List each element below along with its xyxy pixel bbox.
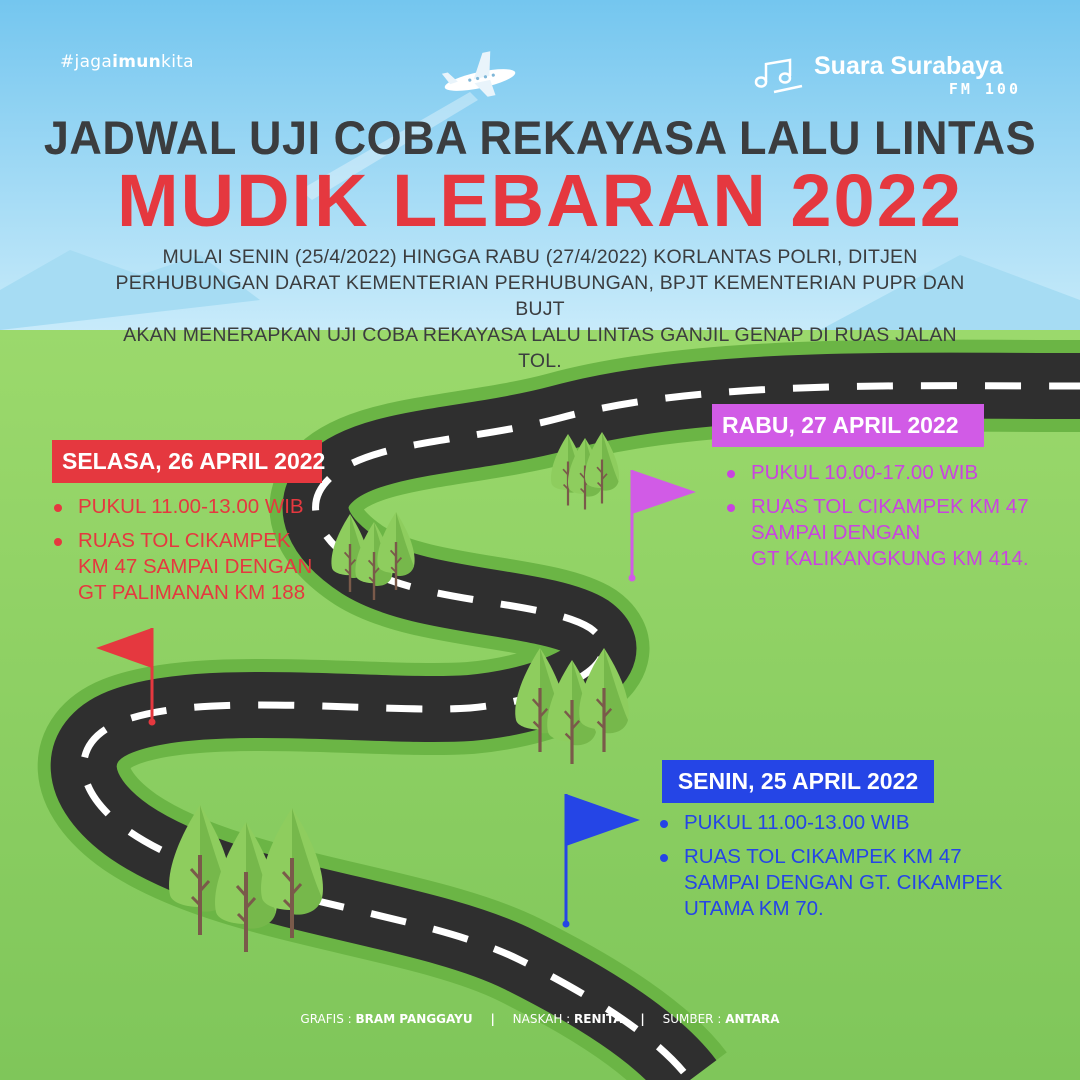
rabu-schedule-list — [727, 460, 1047, 580]
senin-date-badge: SENIN, 25 APRIL 2022 — [662, 760, 934, 803]
credit-separator: | — [490, 1012, 495, 1026]
list-item: PUKUL 10.00-17.00 WIB — [727, 460, 1047, 486]
senin-schedule-list — [660, 810, 1020, 930]
credit-value: BRAM PANGGAYU — [355, 1012, 473, 1026]
page-subtitle: MUDIK LEBARAN 2022 — [116, 159, 964, 242]
list-item: RUAS TOL CIKAMPEK KM 47 SAMPAI DENGAN GT KALIKANGKUNG KM 414. — [727, 494, 1047, 572]
brand-logo — [752, 52, 1027, 102]
description-line: MULAI SENIN (25/4/2022) HINGGA RABU (27/4/2022) KORLANTAS POLRI, DITJEN — [162, 246, 918, 268]
music-notes-icon — [752, 56, 808, 96]
list-item: RUAS TOL CIKAMPEK KM 47 SAMPAI DENGAN GT. CIKAMPEK UTAMA KM 70. — [660, 844, 1020, 922]
credit-separator: | — [640, 1012, 645, 1026]
selasa-date-badge: SELASA, 26 APRIL 2022 — [52, 440, 322, 483]
credit-label: NASKAH : — [512, 1012, 571, 1026]
rabu-date-badge: RABU, 27 APRIL 2022 — [712, 404, 984, 447]
page-title: JADWAL UJI COBA REKAYASA LALU LINTAS — [43, 110, 1037, 165]
credit-value: RENITA — [574, 1012, 623, 1026]
list-item: RUAS TOL CIKAMPEK KM 47 SAMPAI DENGAN GT PALIMANAN KM 188 — [54, 528, 344, 606]
credit-label: SUMBER : — [662, 1012, 722, 1026]
hashtag: #jagaimunkita — [60, 52, 194, 72]
credit-value: ANTARA — [725, 1012, 780, 1026]
selasa-schedule-list — [54, 494, 344, 614]
description-line: PERHUBUNGAN DARAT KEMENTERIAN PERHUBUNGAN, BPJT KEMENTERIAN PUPR DAN BUJT — [115, 272, 965, 320]
description-line: AKAN MENERAPKAN UJI COBA REKAYASA LALU LINTAS GANJIL GENAP DI RUAS JALAN TOL. — [123, 324, 957, 372]
list-item: PUKUL 11.00-13.00 WIB — [660, 810, 1020, 836]
credit-label: GRAFIS : — [300, 1012, 352, 1026]
brand-subtitle: FM 100 — [948, 80, 1021, 98]
description — [110, 244, 970, 374]
credits — [0, 1012, 1080, 1026]
brand-name: Suara Surabaya — [814, 52, 1003, 80]
list-item: PUKUL 11.00-13.00 WIB — [54, 494, 344, 520]
